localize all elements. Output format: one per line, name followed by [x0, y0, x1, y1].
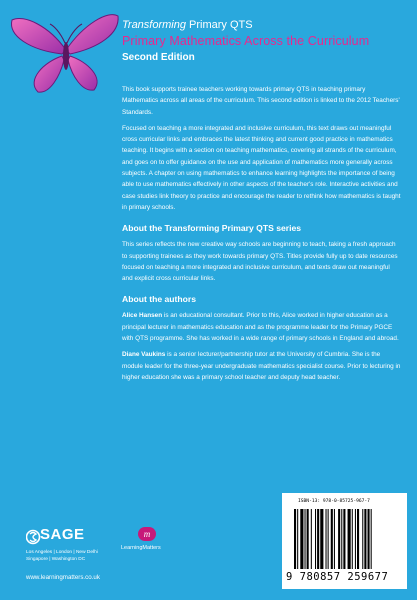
- author-1-bio: [122, 310, 402, 344]
- barcode-bar: [294, 509, 296, 569]
- series-heading: About the Transforming Primary QTS series: [122, 223, 302, 234]
- publisher-offices: [26, 550, 98, 563]
- barcode-bar: [341, 509, 342, 569]
- book-title: Primary Mathematics Across the Curriculum: [122, 34, 370, 48]
- barcode-bars: [294, 509, 398, 569]
- barcode: [282, 493, 407, 589]
- barcode-bar: [348, 509, 351, 569]
- barcode-bar: [305, 509, 306, 569]
- author-1-name: Alice Hansen: [122, 312, 163, 320]
- offices-line-1: Los Angeles | London | New Delhi: [26, 550, 98, 555]
- learning-matters-logo-icon: [138, 527, 156, 541]
- barcode-bar: [297, 509, 298, 569]
- barcode-bar: [362, 509, 363, 569]
- barcode-bar: [357, 509, 359, 569]
- series-suffix: Primary QTS: [185, 19, 253, 31]
- barcode-bar: [334, 509, 335, 569]
- blurb-text: [122, 84, 402, 388]
- series-name: [122, 19, 253, 31]
- barcode-bar: [338, 509, 340, 569]
- barcode-bar: [371, 509, 372, 569]
- authors-heading: About the authors: [122, 294, 196, 305]
- website-url: www.learningmatters.co.uk: [26, 574, 100, 581]
- series-paragraph: This series reflects the new creative way schools are beginning to teach, taking a fresh approach to supporting trainees as they work towards primary QTS. Titles provide fully up to date resources focused on teaching a more integrated and inclusive curriculum, and texts draw out meaningful and explicit cross curricular links.: [122, 241, 398, 283]
- barcode-bar: [352, 509, 353, 569]
- barcode-bar: [311, 509, 312, 569]
- barcode-bar: [300, 509, 303, 569]
- series-prefix: Transforming: [122, 19, 186, 31]
- author-2-bio: [122, 349, 402, 383]
- author-1-text: is an educational consultant. Prior to this, Alice worked in higher education as a principal lecturer in mathematics education and as the programme leader for the Primary PGCE with QTS programme. She has worked in a wide range of primary schools in England and abroad.: [122, 312, 399, 343]
- edition-label: Second Edition: [122, 52, 195, 63]
- barcode-bar: [317, 509, 319, 569]
- imprint-logo-letter: m: [143, 529, 151, 539]
- intro-paragraph-2: Focused on teaching a more integrated and inclusive curriculum, this text draws out meaningful cross curricular links and embraces the latest thinking and current good practice in mathematics teaching. It begins with a section on teaching mathematics, covering all strands of the curriculum, and goes on to offer guidance on the use and application of mathematics more generally across subjects. A chapter on using mathematics to enhance learning highlights the importance of being able to use mathematics effectively in other aspects of the teacher's role. Interactive activities and case studies link theory to practice and encourage the reader to rethink how mathematics is taught in primary schools.: [122, 124, 401, 211]
- barcode-number: 9 780857 259677: [286, 571, 389, 583]
- author-2-name: Diane Vaukins: [122, 351, 166, 359]
- barcode-bar: [368, 509, 370, 569]
- intro-paragraph-1: This book supports trainee teachers working towards primary QTS in teaching primary Mathematics across all areas of the curriculum. This second edition is linked to the 2012 Teachers' Standards.: [122, 86, 400, 116]
- barcode-bar: [343, 509, 345, 569]
- isbn-label: ISBN-13: 978-0-85725-967-7: [298, 499, 370, 504]
- imprint-name: LearningMatters: [121, 545, 161, 551]
- publisher-name: SAGE: [40, 526, 85, 543]
- barcode-bar: [364, 509, 366, 569]
- barcode-bar: [315, 509, 316, 569]
- barcode-bar: [355, 509, 356, 569]
- barcode-bar: [320, 509, 323, 569]
- barcode-bar: [307, 509, 309, 569]
- barcode-bar: [326, 509, 327, 569]
- offices-line-2: Singapore | Washington DC: [26, 556, 86, 562]
- barcode-bar: [328, 509, 329, 569]
- barcode-bar: [331, 509, 333, 569]
- author-2-text: is a senior lecturer/partnership tutor at the University of Cumbria. She is the module leader for the three-year undergraduate mathematics specialist course. Prior to lecturing in higher education she was a primary school teacher and deputy head teacher.: [122, 351, 401, 381]
- butterfly-illustration: [4, 6, 122, 98]
